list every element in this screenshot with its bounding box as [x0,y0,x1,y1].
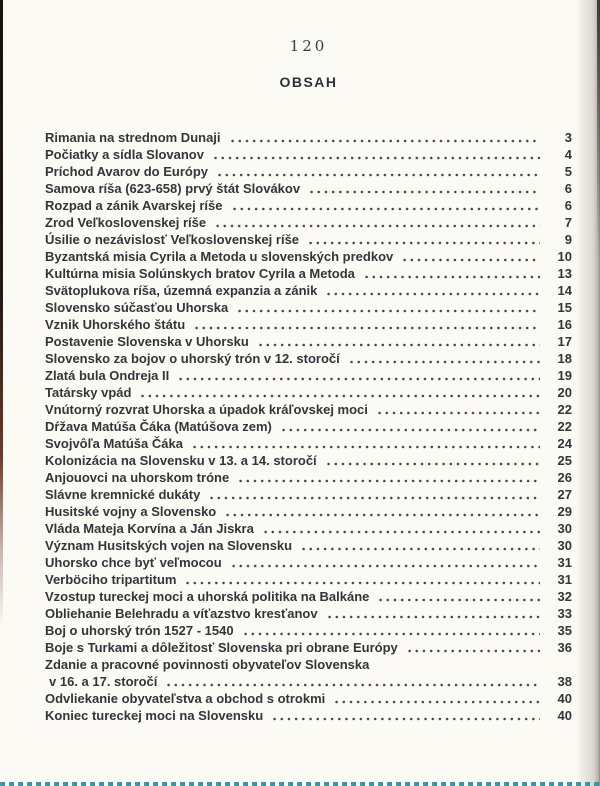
toc-entry-page: 22 [557,402,572,417]
toc-entry [45,435,572,452]
toc-entry-title: Boj o uhorský trón 1527 - 1540 [45,623,234,638]
dot-leader [257,333,540,350]
toc-entry-page: 40 [557,691,572,706]
dot-leader [333,690,540,707]
dot-leader [231,197,540,214]
toc-entry-page: 36 [557,640,572,655]
toc-entry-title: Tatársky vpád [45,385,132,400]
dot-leader [229,129,540,146]
toc-entry-title: Koniec tureckej moci na Slovensku [45,708,264,723]
toc-entry [45,214,572,231]
toc-entry-page: 6 [564,198,572,213]
toc-entry [45,537,572,554]
toc-entry-title: Rimania na strednom Dunaji [45,130,221,145]
toc-entry [45,401,572,418]
dot-leader [377,588,540,605]
toc-entry [45,129,572,146]
dot-leader [401,248,540,265]
dot-leader [236,299,540,316]
dot-leader [191,435,540,452]
toc-entry [45,673,572,690]
toc-entry [45,316,572,333]
toc-entry [45,571,572,588]
dot-leader [271,707,540,724]
toc-entry-title: Odvliekanie obyvateľstva a obchod s otrokmi [45,691,326,706]
dot-leader [177,367,540,384]
toc-entry-title: Zdanie a pracovné povinnosti obyvateľov Slovenska [45,657,370,672]
toc-entry-title: Kultúrna misia Solúnskych bratov Cyrila a Metoda [45,266,355,281]
toc-entry-title: Verböciho tripartitum [45,572,177,587]
toc-entry-page: 31 [557,572,572,587]
toc-entry-title: Počiatky a sídla Slovanov [45,147,204,162]
toc-entry-page: 30 [557,538,572,553]
toc-entry-title: Zrod Veľkoslovenskej ríše [45,215,207,230]
toc-entry-page: 30 [557,521,572,536]
dot-leader [307,231,540,248]
toc-entry [45,469,572,486]
toc-entry-page: 5 [564,164,572,179]
toc-entry-page: 20 [557,385,572,400]
toc-entry [45,588,572,605]
toc-entry-title: Boje s Turkami a dôležitosť Slovenska pri obrane Európy [45,640,398,655]
toc-entry-page: 40 [557,708,572,723]
toc-entry-title: Dŕžava Matúša Čáka (Matúšova zem) [45,419,272,434]
dot-leader [348,350,540,367]
dot-leader [326,605,540,622]
dot-leader [363,265,540,282]
toc-entry-title: Príchod Avarov do Európy [45,164,209,179]
toc-entry [45,146,572,163]
toc-entry [45,367,572,384]
page-content [45,0,572,724]
dot-leader [208,486,540,503]
toc-entry-page: 3 [564,130,572,145]
toc-entry-title: Vznik Uhorského štátu [45,317,186,332]
toc-entry-page: 15 [557,300,572,315]
toc-entry [45,452,572,469]
toc-entry [45,231,572,248]
toc-entry-title: Význam Husitských vojen na Slovensku [45,538,293,553]
toc-entry-title: Slávne kremnické dukáty [45,487,201,502]
toc-entry-page: 35 [557,623,572,638]
toc-entry-page: 9 [564,232,572,247]
toc-entry-page: 13 [557,266,572,281]
toc-entry-page: 14 [557,283,572,298]
toc-entry-page: 10 [557,249,572,264]
contents-heading: OBSAH [279,74,338,90]
dot-leader [262,520,540,537]
dot-leader [237,469,540,486]
toc-entry-title: Úsilie o nezávislosť Veľkoslovenskej ríše [45,232,300,247]
toc-entry [45,282,572,299]
toc-entry [45,163,572,180]
toc-entry [45,707,572,724]
toc-entry-title: Samova ríša (623-658) prvý štát Slovákov [45,181,301,196]
toc-entry-title: Vláda Mateja Korvína a Ján Jiskra [45,521,254,536]
toc-entry-page: 26 [557,470,572,485]
dot-leader [193,316,540,333]
toc-entry-title: Rozpad a zánik Avarskej ríše [45,198,223,213]
dot-leader [184,571,540,588]
toc-entry-title: Slovensko súčasťou Uhorska [45,300,229,315]
toc-entry-title: Obliehanie Belehradu a víťazstvo kresťanov [45,606,318,621]
toc-entry-title: Husitské vojny a Slovensko [45,504,217,519]
toc-entry-page: 27 [557,487,572,502]
toc-entry-title: Anjouovci na uhorskom tróne [45,470,230,485]
toc-entry-page: 24 [557,436,572,451]
toc-list [45,129,572,724]
dot-leader [165,673,540,690]
toc-entry [45,503,572,520]
dot-leader [280,418,540,435]
toc-entry-title: Zlatá bula Ondreja II [45,368,170,383]
toc-entry [45,384,572,401]
toc-entry [45,639,572,656]
toc-entry [45,656,572,673]
toc-entry-title: v 16. a 17. storočí [49,674,158,689]
dot-leader [224,503,540,520]
dot-leader [325,452,540,469]
dot-leader [139,384,540,401]
dot-leader [300,537,540,554]
toc-entry [45,180,572,197]
dot-leader [216,163,540,180]
dot-leader [242,622,540,639]
toc-entry-page: 33 [557,606,572,621]
toc-entry-page: 25 [557,453,572,468]
toc-entry-title: Svätoplukova ríša, územná expanzia a zánik [45,283,318,298]
toc-entry [45,622,572,639]
dot-leader [214,214,540,231]
toc-entry [45,197,572,214]
toc-entry-page: 16 [557,317,572,332]
toc-entry [45,350,572,367]
toc-entry-title: Kolonizácia na Slovensku v 13. a 14. storočí [45,453,317,468]
toc-entry-title: Svojvôľa Matúša Čáka [45,436,183,451]
toc-entry-page: 6 [564,181,572,196]
selection-dashed-border [0,782,600,786]
toc-entry [45,554,572,571]
dot-leader [230,554,540,571]
dot-leader [406,639,540,656]
toc-entry-page: 22 [557,419,572,434]
toc-entry-page: 4 [564,147,572,162]
toc-entry-page: 31 [557,555,572,570]
toc-entry [45,265,572,282]
toc-entry [45,690,572,707]
toc-entry-page: 32 [557,589,572,604]
book-spine-shadow [0,0,3,786]
dot-leader [212,146,540,163]
toc-entry-page: 29 [557,504,572,519]
toc-entry [45,299,572,316]
toc-entry [45,605,572,622]
toc-entry [45,418,572,435]
page-number: 120 [289,37,328,55]
toc-entry [45,333,572,350]
dot-leader [376,401,540,418]
dot-leader [308,180,540,197]
toc-entry-title: Uhorsko chce byť veľmocou [45,555,222,570]
toc-entry-title: Byzantská misia Cyrila a Metoda u slovenských predkov [45,249,394,264]
toc-entry [45,486,572,503]
toc-entry-page: 18 [557,351,572,366]
toc-entry-title: Vzostup tureckej moci a uhorská politika na Balkáne [45,589,370,604]
toc-entry-page: 38 [557,674,572,689]
toc-entry [45,520,572,537]
toc-entry-page: 7 [564,215,572,230]
toc-entry [45,248,572,265]
toc-entry-title: Slovensko za bojov o uhorský trón v 12. storočí [45,351,340,366]
toc-entry-title: Postavenie Slovenska v Uhorsku [45,334,249,349]
toc-entry-page: 19 [557,368,572,383]
toc-entry-page: 17 [557,334,572,349]
toc-entry-title: Vnútorný rozvrat Uhorska a úpadok kráľovskej moci [45,402,368,417]
dot-leader [325,282,540,299]
